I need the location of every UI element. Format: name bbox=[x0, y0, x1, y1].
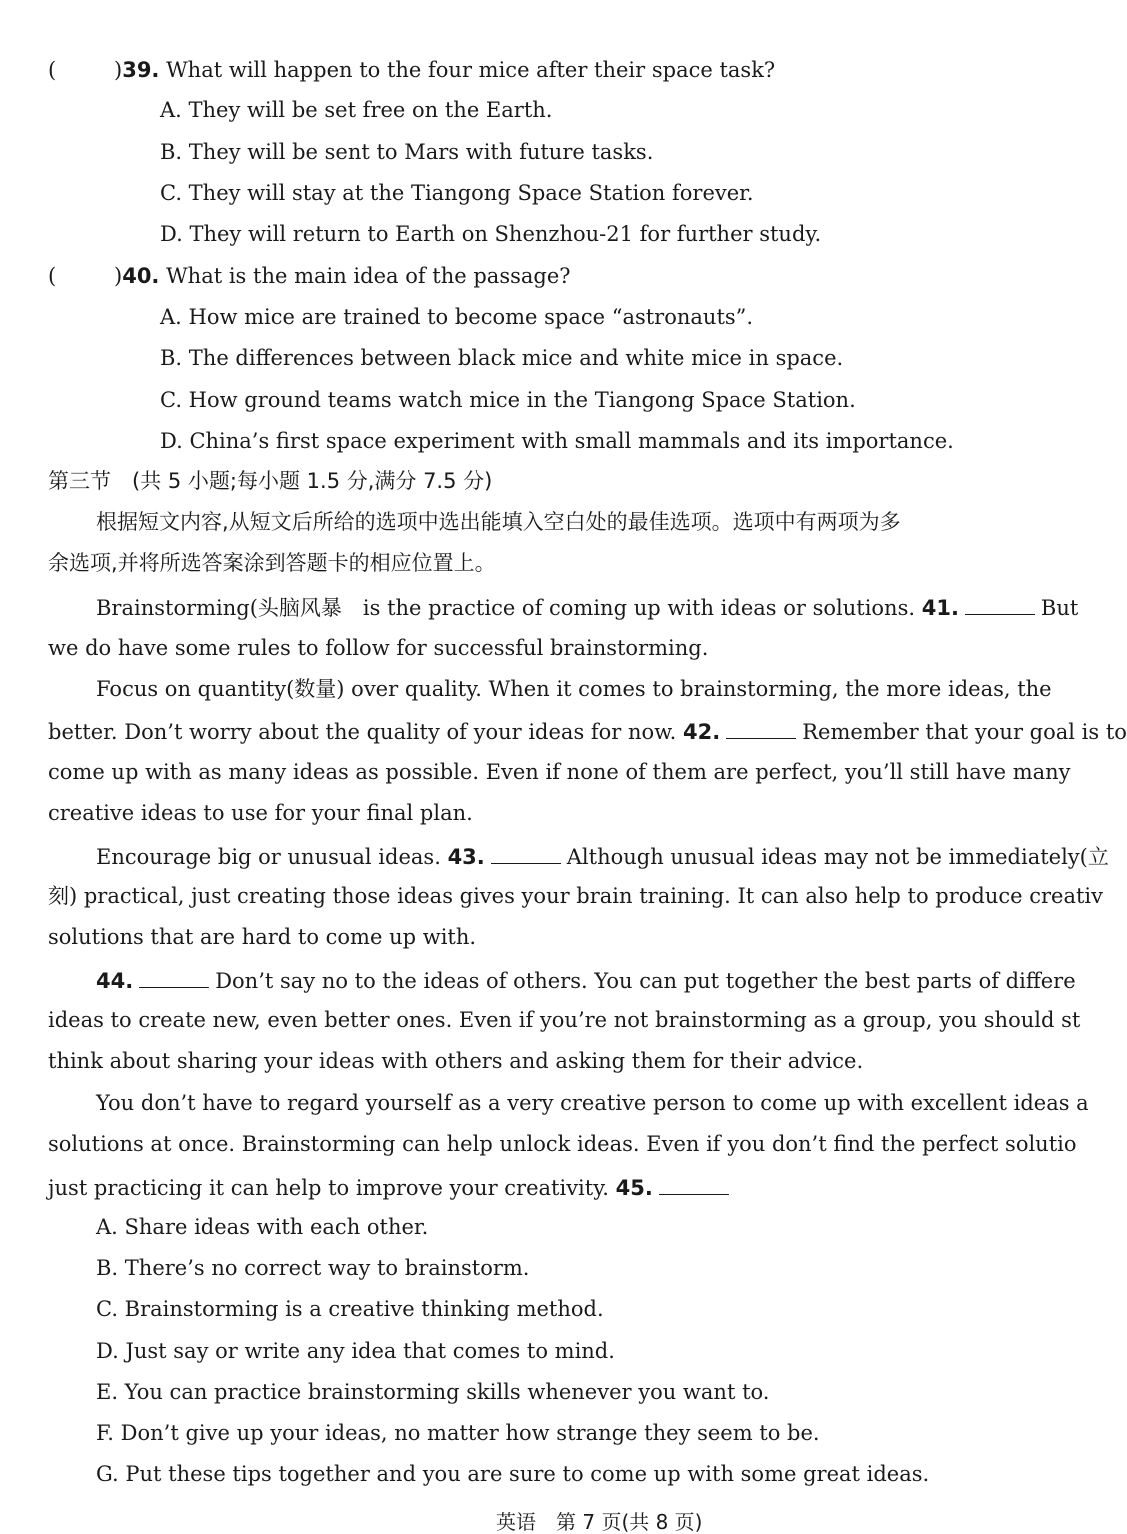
passage-line bbox=[96, 845, 1109, 868]
option-39-c: C. They will stay at the Tiangong Space Station forever. bbox=[160, 181, 754, 205]
blank-number-44: 44. bbox=[96, 969, 134, 993]
blank-45[interactable] bbox=[659, 1176, 729, 1195]
passage-text: Remember that your goal is to bbox=[802, 720, 1127, 744]
option-39-d: D. They will return to Earth on Shenzhou-21 for further study. bbox=[160, 222, 822, 246]
passage-text: Although unusual ideas may not be immediately(立 bbox=[566, 845, 1109, 869]
choice-g: G. Put these tips together and you are sure to come up with some great ideas. bbox=[96, 1462, 930, 1486]
blank-42[interactable] bbox=[726, 720, 796, 739]
option-40-d: D. China’s first space experiment with small mammals and its importance. bbox=[160, 429, 954, 453]
section-instructions-line-2: 余选项,并将所选答案涂到答题卡的相应位置上。 bbox=[48, 551, 496, 575]
passage-line bbox=[48, 720, 1127, 743]
choice-c: C. Brainstorming is a creative thinking method. bbox=[96, 1297, 604, 1321]
passage-line: we do have some rules to follow for successful brainstorming. bbox=[48, 636, 709, 660]
question-number: 40. bbox=[122, 264, 160, 288]
answer-paren: ( bbox=[48, 264, 57, 288]
option-39-b: B. They will be sent to Mars with future tasks. bbox=[160, 140, 654, 164]
passage-line: You don’t have to regard yourself as a very creative person to come up with excellent ideas a bbox=[96, 1091, 1089, 1115]
blank-43[interactable] bbox=[491, 845, 561, 864]
blank-44[interactable] bbox=[139, 969, 209, 988]
page-footer: 英语 第 7 页(共 8 页) bbox=[496, 1510, 703, 1534]
choice-b: B. There’s no correct way to brainstorm. bbox=[96, 1256, 530, 1280]
passage-text: Don’t say no to the ideas of others. You can put together the best parts of differe bbox=[215, 969, 1076, 993]
question-number: 39. bbox=[122, 58, 160, 82]
question-40: ( )40. What is the main idea of the passage? bbox=[48, 264, 571, 288]
passage-line: solutions that are hard to come up with. bbox=[48, 925, 477, 949]
passage-line: creative ideas to use for your final plan. bbox=[48, 801, 473, 825]
passage-line: ideas to create new, even better ones. Even if you’re not brainstorming as a group, you should st bbox=[48, 1008, 1081, 1032]
passage-text: better. Don’t worry about the quality of your ideas for now. bbox=[48, 720, 677, 744]
passage-line: Focus on quantity(数量) over quality. When it comes to brainstorming, the more ideas, the bbox=[96, 677, 1052, 701]
option-40-a: A. How mice are trained to become space “astronauts”. bbox=[160, 305, 754, 329]
passage-line bbox=[96, 969, 1076, 992]
blank-number-43: 43. bbox=[447, 845, 485, 869]
blank-number-45: 45. bbox=[615, 1176, 653, 1200]
passage-line: solutions at once. Brainstorming can help unlock ideas. Even if you don’t find the perfect solutio bbox=[48, 1132, 1077, 1156]
question-stem: What will happen to the four mice after their space task? bbox=[166, 58, 776, 82]
answer-paren: ( bbox=[48, 58, 57, 82]
question-39: ( )39. What will happen to the four mice after their space task? bbox=[48, 58, 776, 82]
option-39-a: A. They will be set free on the Earth. bbox=[160, 98, 553, 122]
passage-text: Encourage big or unusual ideas. bbox=[96, 845, 441, 869]
passage-line: come up with as many ideas as possible. Even if none of them are perfect, you’ll still have many bbox=[48, 760, 1071, 784]
passage-line: 刻) practical, just creating those ideas gives your brain training. It can also help to produce creativ bbox=[48, 884, 1103, 908]
choice-a: A. Share ideas with each other. bbox=[96, 1215, 429, 1239]
passage-line bbox=[96, 596, 1078, 619]
section-instructions-line-1: 根据短文内容,从短文后所给的选项中选出能填入空白处的最佳选项。选项中有两项为多 bbox=[96, 510, 901, 534]
option-40-b: B. The differences between black mice and white mice in space. bbox=[160, 346, 844, 370]
choice-e: E. You can practice brainstorming skills whenever you want to. bbox=[96, 1380, 770, 1404]
question-stem: What is the main idea of the passage? bbox=[166, 264, 571, 288]
blank-41[interactable] bbox=[965, 596, 1035, 615]
passage-text: just practicing it can help to improve your creativity. bbox=[48, 1176, 609, 1200]
passage-text: Brainstorming(头脑风暴 is the practice of coming up with ideas or solutions. bbox=[96, 596, 916, 620]
option-40-c: C. How ground teams watch mice in the Tiangong Space Station. bbox=[160, 388, 856, 412]
passage-text: But bbox=[1040, 596, 1079, 620]
passage-line: think about sharing your ideas with others and asking them for their advice. bbox=[48, 1049, 864, 1073]
blank-number-42: 42. bbox=[683, 720, 721, 744]
blank-number-41: 41. bbox=[921, 596, 959, 620]
choice-f: F. Don’t give up your ideas, no matter how strange they seem to be. bbox=[96, 1421, 820, 1445]
choice-d: D. Just say or write any idea that comes to mind. bbox=[96, 1339, 615, 1363]
section-heading: 第三节 (共 5 小题;每小题 1.5 分,满分 7.5 分) bbox=[48, 469, 493, 493]
passage-line bbox=[48, 1176, 735, 1199]
